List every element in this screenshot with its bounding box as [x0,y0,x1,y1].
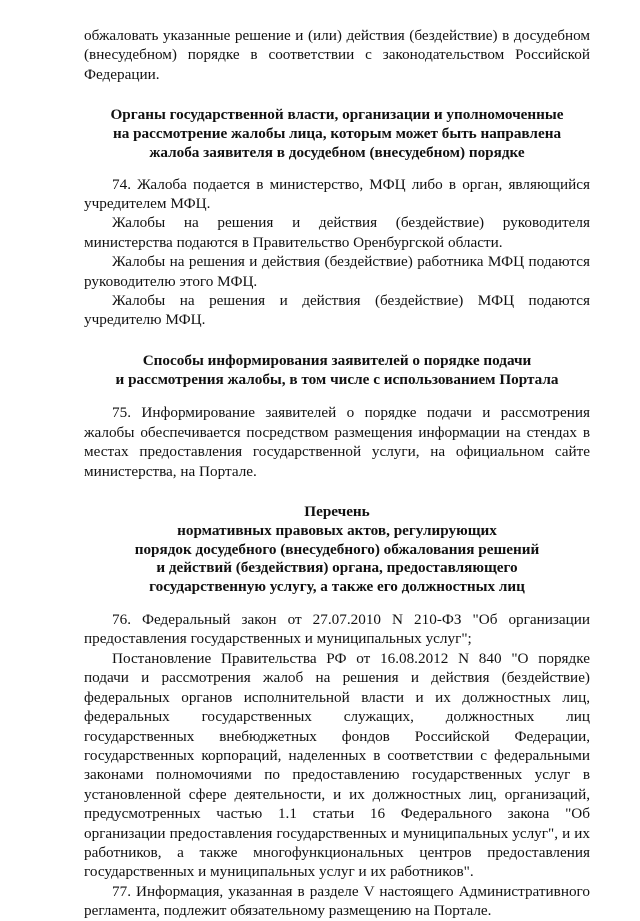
heading-line: нормативных правовых актов, регулирующих [177,521,497,539]
heading-line: Способы информирования заявителей о порядке подачи [142,351,532,369]
heading-line: на рассмотрение жалобы лица, которым может быть направлена [112,125,562,143]
paragraph: Постановление Правительства РФ от 16.08.2012 N 840 "О порядке подачи и рассмотрения жалоб на решения и действия (бездействие) федеральных органов исполнительной власти и их должностных лиц, федеральных государственных служащих, должностных лиц государственных внебюджетных фондов Российской Федерации, государственных корпораций, наделенных в соответствии с федеральными законами полномочиями по предоставлению государственных услуг в установленной сфере деятельности, и их должностных лиц, организаций, предусмотренных частью 1.1 статьи 16 Федерального закона "Об организации предоставления государственных и муниципальных услуг", и их работников, а также многофункциональных центров предоставления государственных и муниципальных услуг и их работников". [84,649,590,881]
intro-paragraph: обжаловать указанные решение и (или) действия (бездействие) в досудебном (внесудебном) порядке в соответствии с законодательством Российской Федерации. [84,27,590,83]
heading-line: государственную услугу, а также его должностных лиц [149,578,525,596]
heading-line: и действий (бездействия) органа, предоставляющего [156,559,518,577]
paragraph: Жалобы на решения и действия (бездействие) работника МФЦ подаются руководителю этого МФЦ. [84,253,590,290]
heading-line: и рассмотрения жалобы, в том числе с использованием Портала [115,370,559,388]
paragraph-74: 74. Жалоба подается в министерство, МФЦ либо в орган, являющийся учредителем МФЦ. [84,175,590,213]
heading-line: Перечень [304,503,370,521]
heading-line: жалоба заявителя в досудебном (внесудебном) порядке [149,143,525,161]
paragraph: Жалобы на решения и действия (бездействие) МФЦ подаются учредителю МФЦ. [84,292,590,329]
paragraph: Жалобы на решения и действия (бездействие) руководителя министерства подаются в Правительство Оренбургской области. [84,214,590,251]
document-page [84,26,590,921]
paragraph-75: 75. Информирование заявителей о порядке подачи и рассмотрения жалобы обеспечивается посредством размещения информации на стендах в местах предоставления государственной услуги, на официальном сайте министерства, на Портале. [84,404,590,480]
paragraph-77: 77. Информация, указанная в разделе V настоящего Административного регламента, подлежит обязательному размещению на Портале. [84,882,590,920]
heading-line: Органы государственной власти, организации и уполномоченные [110,106,564,124]
section-heading-informing-methods [84,352,590,390]
paragraph-76: 76. Федеральный закон от 27.07.2010 N 210-ФЗ "Об организации предоставления государственных и муниципальных услуг"; [84,611,590,648]
section-heading-complaint-bodies [84,106,590,162]
section-heading-legal-acts-list [84,503,590,597]
heading-line: порядок досудебного (внесудебного) обжалования решений [134,540,540,558]
